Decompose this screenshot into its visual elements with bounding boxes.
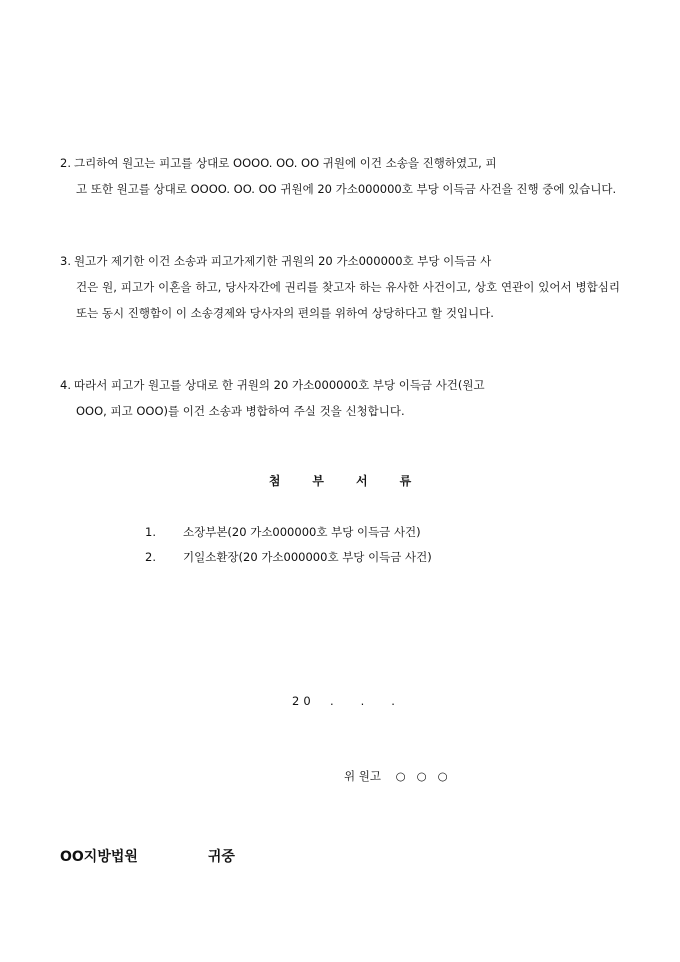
date-line: 20 . . .	[292, 694, 399, 708]
paragraph-3	[60, 248, 620, 326]
paragraph-2	[60, 150, 620, 202]
paragraph-continuation: 건은 원, 피고가 이혼을 하고, 당사자간에 권리를 찾고자 하는 유사한 사건이고, 상호 연관이 있어서 병합심리 또는 동시 진행함이 이 소송경제와 당사자의 편의를 위하여 상당하다고 할 것입니다.	[76, 280, 620, 320]
paragraph-first-line: 따라서 피고가 원고를 상대로 한 귀원의 20 가소000000호 부당 이득금 사건(원고	[74, 378, 485, 392]
paragraph-first-line: 원고가 제기한 이건 소송과 피고가제기한 귀원의 20 가소000000호 부당 이득금 사	[74, 254, 492, 268]
attachment-text: 기일소환장(20 가소000000호 부당 이득금 사건)	[183, 550, 432, 564]
signer-line: 위 원고 ○ ○ ○	[344, 769, 448, 783]
attachments-list	[145, 520, 432, 570]
paragraph-continuation: OOO, 피고 OOO)를 이건 소송과 병합하여 주실 것을 신청합니다.	[76, 404, 405, 418]
paragraph-number: 4.	[60, 378, 71, 392]
court-honorific: 귀중	[207, 849, 235, 865]
paragraph-4	[60, 372, 620, 424]
attachment-index: 1.	[145, 525, 156, 539]
court-name: OO지방법원	[60, 849, 138, 865]
attachment-text: 소장부본(20 가소000000호 부당 이득금 사건)	[183, 525, 421, 539]
attachment-item	[145, 545, 432, 570]
paragraph-number: 2.	[60, 156, 71, 170]
paragraph-number: 3.	[60, 254, 71, 268]
paragraph-continuation: 고 또한 원고를 상대로 OOOO. OO. OO 귀원에 20 가소000000호 부당 이득금 사건을 진행 중에 있습니다.	[76, 182, 617, 196]
court-addressee	[60, 846, 235, 866]
attachment-item	[145, 520, 432, 545]
attachment-index: 2.	[145, 550, 156, 564]
attachments-title: 첨부서류	[268, 474, 444, 488]
paragraph-first-line: 그리하여 원고는 피고를 상대로 OOOO. OO. OO 귀원에 이건 소송을 진행하였고, 피	[74, 156, 497, 170]
